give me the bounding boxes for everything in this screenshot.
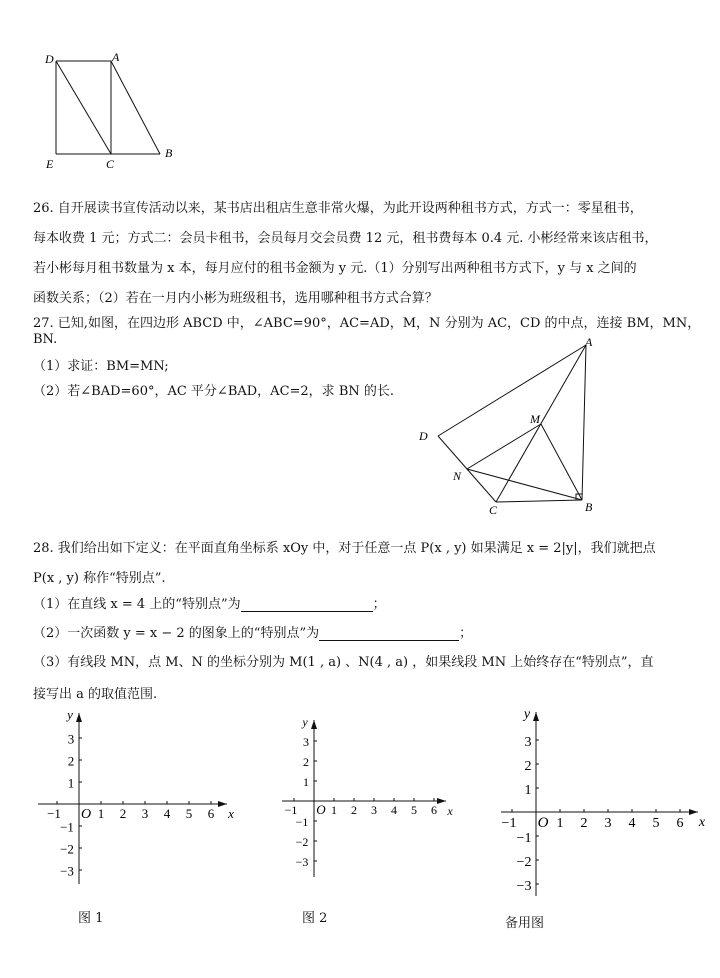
y-tick-label: −2 bbox=[516, 855, 532, 870]
y-tick-label: −2 bbox=[295, 835, 309, 849]
x-axis-label: x bbox=[228, 806, 234, 821]
q26-line-2: 每本收费 1 元；方式二：会员卡租书，会员每月交会员费 12 元，租书费每本 0.4 元. 小彬经常来该店租书， bbox=[33, 231, 658, 246]
x-tick-label: 3 bbox=[604, 816, 612, 831]
label-D: D bbox=[419, 429, 428, 443]
x-tick-label: 5 bbox=[411, 803, 417, 817]
x-tick-label: 2 bbox=[580, 816, 588, 831]
q27-figure bbox=[410, 336, 610, 518]
y-tick-label: 3 bbox=[303, 735, 309, 749]
q28-line-6: 接写出 a 的取值范围. bbox=[33, 687, 158, 702]
y-tick-label: 1 bbox=[524, 783, 532, 798]
y-axis-label: y bbox=[302, 715, 308, 729]
q28-line-2: P(x , y) 称作“特别点”. bbox=[33, 571, 166, 586]
answer-blank-1[interactable] bbox=[241, 599, 373, 612]
x-tick-label: 5 bbox=[185, 806, 193, 821]
y-axis-arrow bbox=[311, 720, 317, 729]
y-tick-label: 1 bbox=[303, 775, 309, 789]
x-tick-label: 1 bbox=[331, 803, 337, 817]
q28-part-1-end: ； bbox=[372, 597, 386, 612]
label-C: C bbox=[106, 157, 115, 171]
x-tick-label: 6 bbox=[676, 816, 684, 831]
y-tick-label: −1 bbox=[295, 815, 309, 829]
graph-backup bbox=[495, 708, 705, 903]
label-M: M bbox=[530, 412, 540, 426]
q28-part-2-text: （2）一次函数 y = x − 2 的图象上的“特别点”为 bbox=[33, 626, 320, 641]
caption-graph-2: 图 2 bbox=[302, 911, 328, 926]
top-figure bbox=[40, 48, 180, 173]
answer-blank-2[interactable] bbox=[319, 628, 459, 641]
y-tick-label: −1 bbox=[60, 819, 74, 835]
y-tick-label: 2 bbox=[524, 759, 532, 774]
x-tick-label: 6 bbox=[207, 806, 215, 821]
q28-part-2 bbox=[33, 622, 472, 641]
x-axis-label: x bbox=[447, 804, 453, 818]
y-tick-label: −2 bbox=[60, 841, 74, 857]
x-tick-label: 2 bbox=[119, 806, 127, 821]
q26-line-3: 若小彬每月租书数量为 x 本，每月应付的租书金额为 y 元.（1）分别写出两种租书方式下，y 与 x 之间的 bbox=[33, 261, 637, 276]
label-B: B bbox=[165, 146, 173, 160]
x-tick-label: −1 bbox=[284, 803, 298, 817]
x-tick-label: 1 bbox=[97, 806, 105, 821]
graph-1 bbox=[30, 708, 240, 898]
q27-line-2: BN. bbox=[33, 332, 58, 347]
x-axis-label: x bbox=[698, 815, 705, 830]
label-D: D bbox=[45, 52, 54, 66]
x-tick-label: 4 bbox=[628, 816, 636, 831]
y-tick-label: 2 bbox=[67, 753, 75, 769]
q28-part-1 bbox=[33, 593, 386, 612]
y-tick-label: 3 bbox=[67, 731, 75, 747]
q26-line-4: 函数关系；（2）若在一月内小彬为班级租书，选用哪种租书方式合算？ bbox=[33, 291, 438, 306]
q28-part-1-text: （1）在直线 x = 4 上的“特别点”为 bbox=[33, 597, 241, 612]
q28-part-3: （3）有线段 MN，点 M、N 的坐标分别为 M(1 , a) 、N(4 , a) ，如果线段 MN 上始终存在“特别点”，直 bbox=[33, 655, 654, 670]
y-axis-label: y bbox=[523, 708, 531, 722]
graph-2 bbox=[278, 712, 458, 882]
y-tick-label: 2 bbox=[303, 755, 309, 769]
label-N: N bbox=[453, 469, 462, 483]
y-axis-arrow bbox=[533, 712, 539, 721]
y-tick-label: −3 bbox=[60, 863, 74, 879]
label-E: E bbox=[46, 157, 54, 171]
x-tick-label: 3 bbox=[141, 806, 149, 821]
y-axis-arrow bbox=[76, 713, 82, 722]
y-tick-label: 1 bbox=[67, 775, 75, 791]
x-tick-label: 4 bbox=[163, 806, 171, 821]
x-tick-label: 5 bbox=[652, 816, 660, 831]
label-C: C bbox=[489, 503, 498, 517]
q27-line-1: 27. 已知,如图，在四边形 ABCD 中，∠ABC=90°，AC=AD，M，N 分别为 AC，CD 的中点，连接 BM，MN， bbox=[33, 316, 701, 331]
origin-label: O bbox=[80, 807, 92, 822]
caption-graph-1: 图 1 bbox=[78, 911, 104, 926]
origin-label: O bbox=[537, 815, 549, 831]
x-tick-label: −1 bbox=[501, 816, 517, 831]
q28-part-2-end: ； bbox=[459, 626, 473, 641]
x-tick-label: 2 bbox=[351, 803, 357, 817]
q27-part-1: （1）求证：BM=MN; bbox=[33, 359, 169, 374]
q26-line-1: 26. 自开展读书宣传活动以来，某书店出租店生意非常火爆，为此开设两种租书方式，方式一：零星租书， bbox=[33, 201, 643, 216]
x-axis-arrow bbox=[689, 809, 698, 815]
origin-label: O bbox=[316, 802, 326, 817]
caption-graph-backup: 备用图 bbox=[505, 916, 545, 931]
x-tick-label: 3 bbox=[371, 803, 377, 817]
label-B: B bbox=[585, 500, 593, 514]
label-A: A bbox=[585, 336, 593, 349]
y-axis-label: y bbox=[67, 708, 73, 722]
y-tick-label: −3 bbox=[295, 855, 309, 869]
q28-line-1: 28. 我们给出如下定义：在平面直角坐标系 xOy 中，对于任意一点 P(x , y) 如果满足 x = 2|y|，我们就把点 bbox=[33, 541, 656, 556]
label-A: A bbox=[112, 50, 120, 64]
y-tick-label: 3 bbox=[524, 735, 532, 750]
x-tick-label: −1 bbox=[47, 806, 61, 821]
x-tick-label: 1 bbox=[556, 816, 564, 831]
y-tick-label: −1 bbox=[516, 831, 532, 846]
q27-part-2: （2）若∠BAD=60°，AC 平分∠BAD，AC=2，求 BN 的长. bbox=[33, 384, 395, 399]
x-axis-arrow bbox=[218, 801, 227, 807]
x-tick-label: 6 bbox=[431, 803, 437, 817]
y-tick-label: −3 bbox=[516, 879, 532, 894]
x-axis-arrow bbox=[437, 798, 446, 804]
x-tick-label: 4 bbox=[391, 803, 397, 817]
